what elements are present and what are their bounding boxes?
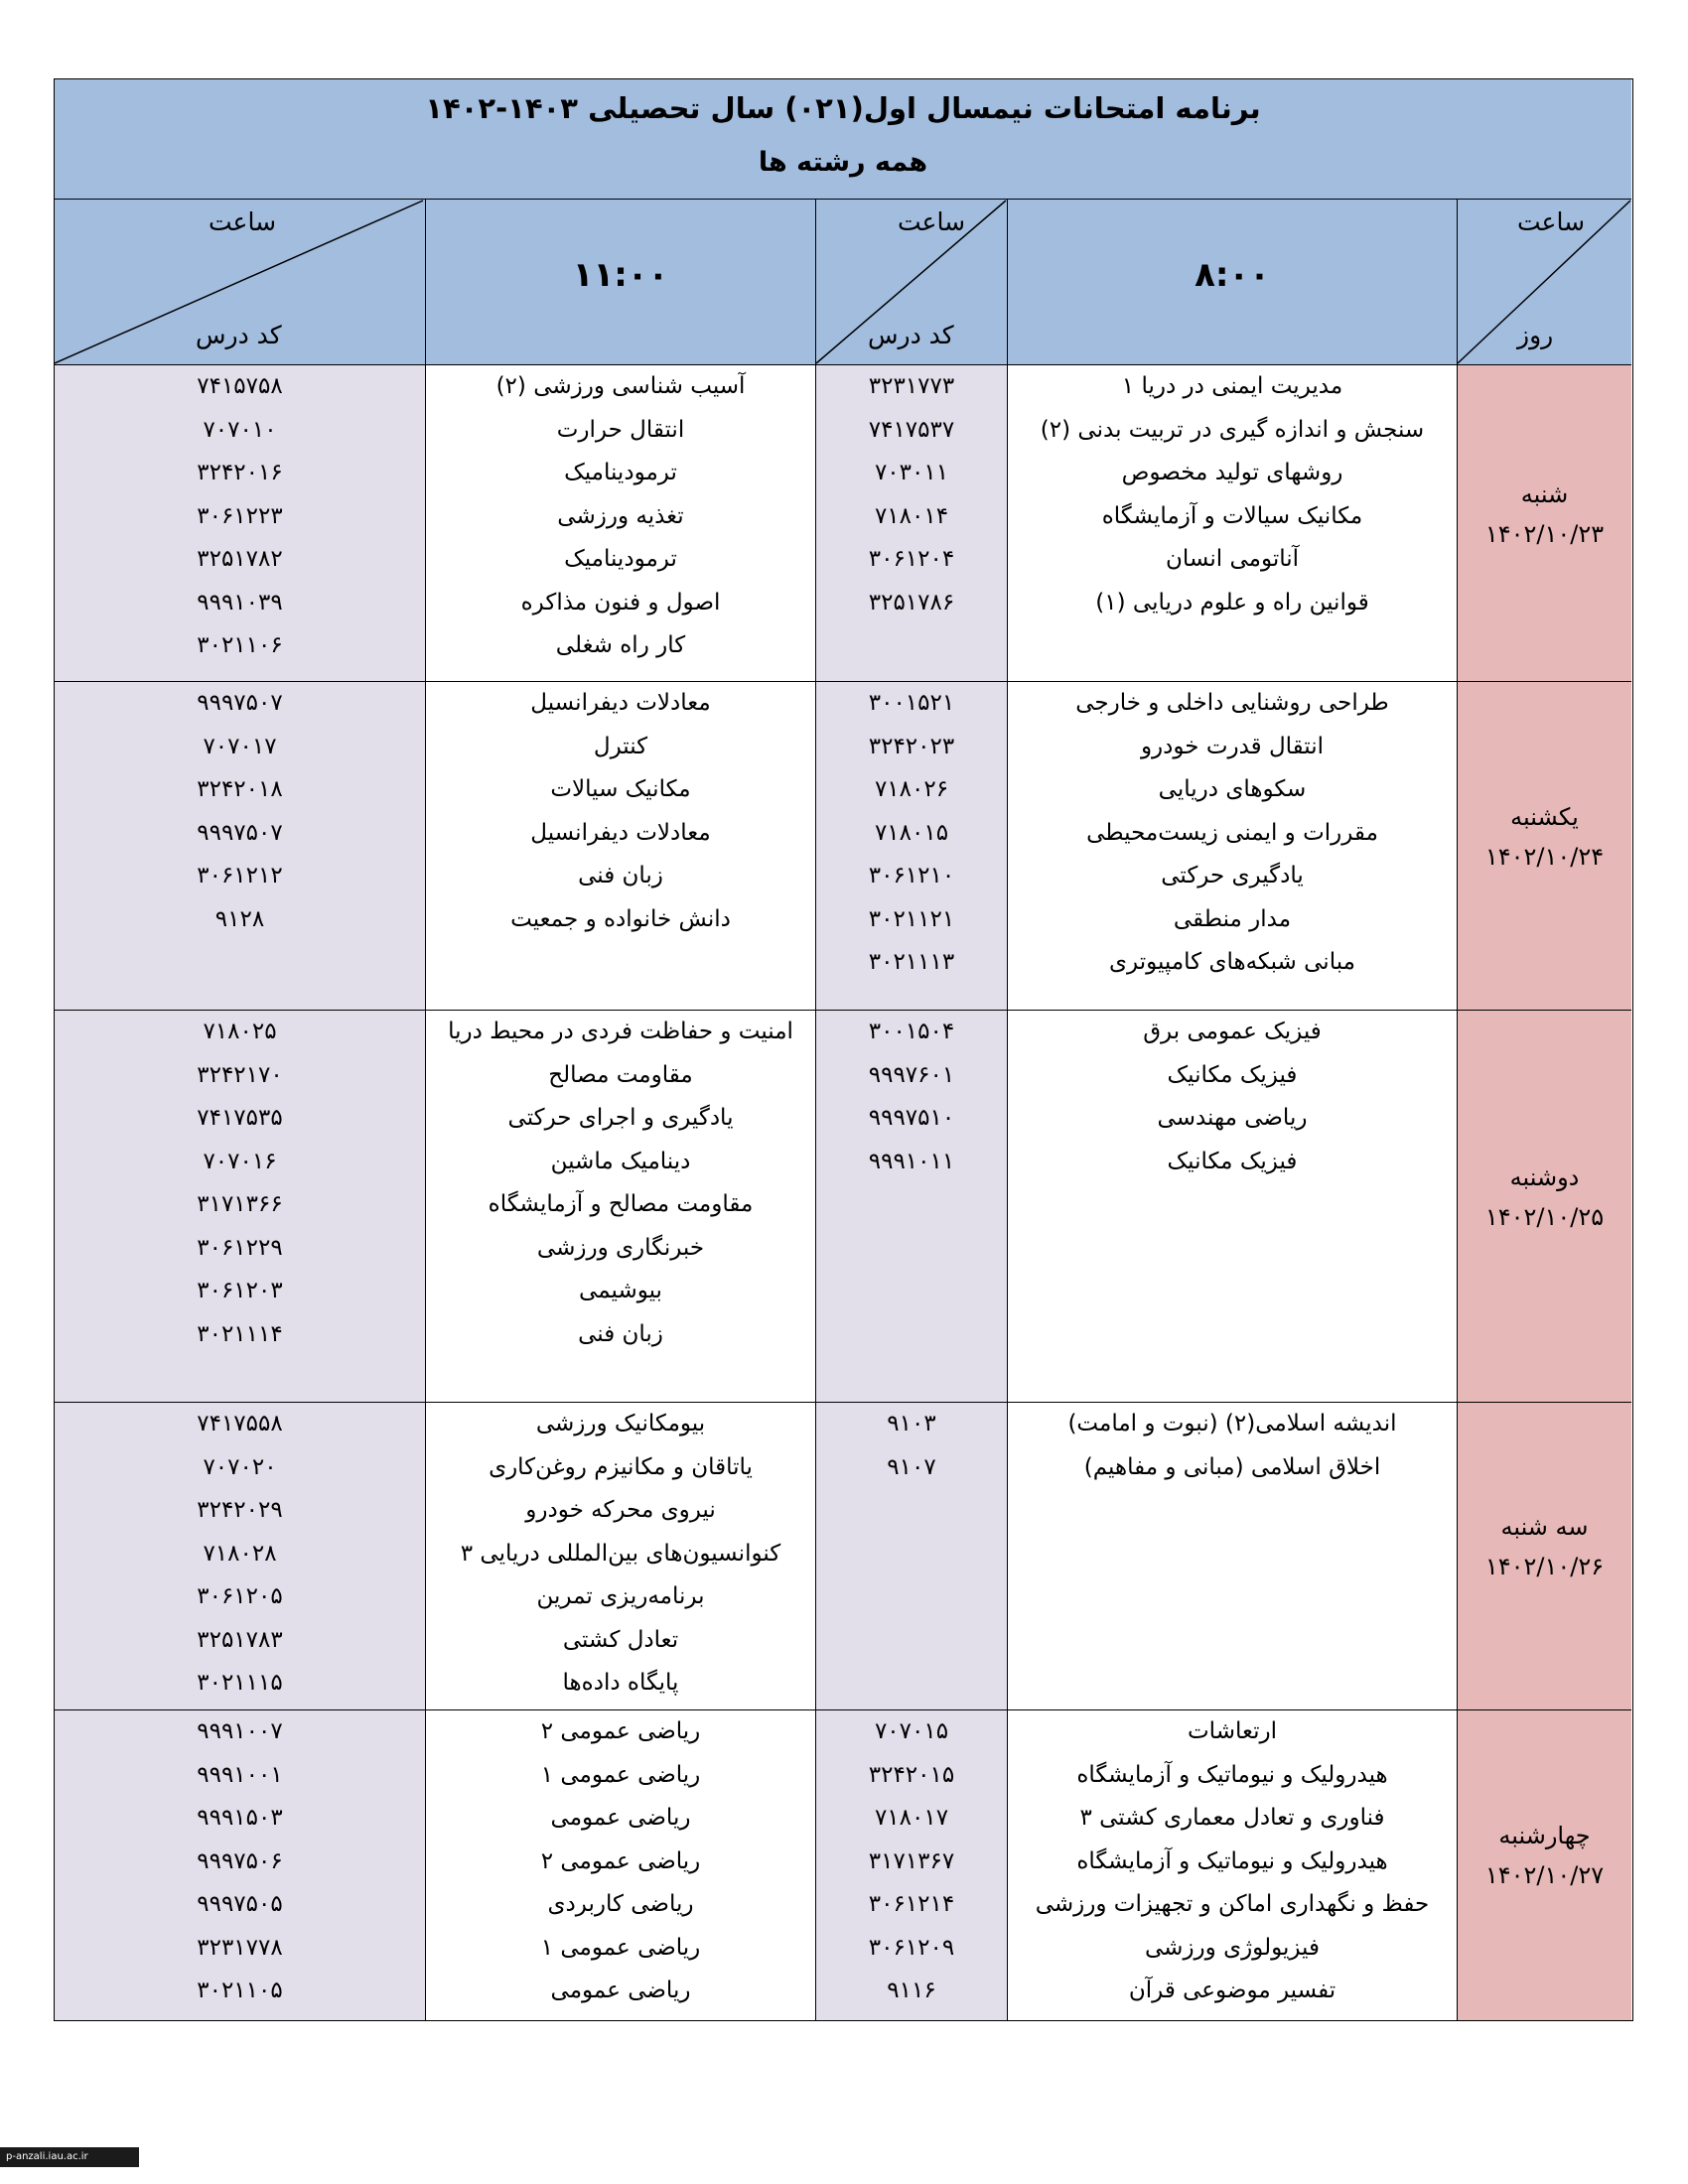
course-code: ۷۰۷۰۱۶	[203, 1148, 277, 1174]
course-title: فناوری و تعادل معماری کشتی ۳	[1079, 1805, 1385, 1831]
header-code-8	[815, 200, 1007, 365]
course-title: طراحی روشنایی داخلی و خارجی	[1075, 690, 1389, 716]
course-title: دانش خانواده و جمعیت	[510, 905, 731, 932]
course-code: ۷۰۳۰۱۱	[874, 460, 949, 485]
course-code: ۹۹۹۷۵۱۰	[868, 1105, 955, 1131]
course-title: فیزیولوژی ورزشی	[1145, 1934, 1320, 1961]
course-code: ۳۰۶۱۲۲۳	[197, 502, 283, 529]
course-title: سنجش و اندازه گیری در تربیت بدنی (۲)	[1040, 416, 1425, 443]
course-title: مکانیک سیالات	[550, 776, 691, 802]
course-code: ۹۱۰۷	[887, 1453, 936, 1480]
code-8-cell	[815, 1403, 1007, 1710]
course-code: ۳۰۶۱۲۱۲	[197, 863, 283, 888]
day-cell	[1457, 1011, 1631, 1403]
course-title: ریاضی عمومی	[550, 1978, 691, 2003]
course-title: هیدرولیک و نیوماتیک و آزمایشگاه	[1076, 1847, 1388, 1874]
course-title: تغذیه ورزشی	[557, 502, 684, 529]
course-title: تفسیر موضوعی قرآن	[1128, 1978, 1336, 2003]
course-title: ریاضی عمومی ۲	[540, 1718, 701, 1744]
course-title: مدیریت ایمنی در دریا ۱	[1121, 373, 1343, 399]
course-code: ۷۱۸۰۱۴	[874, 502, 949, 529]
course-code: ۳۱۷۱۳۶۷	[868, 1847, 955, 1874]
course-code: ۳۲۳۱۷۷۳	[868, 373, 955, 399]
header-code-11-code-label: کد درس	[196, 321, 282, 349]
course-code: ۳۰۲۱۱۱۵	[197, 1670, 283, 1696]
course-code: ۹۹۹۱۰۰۱	[197, 1761, 283, 1788]
course-code: ۷۰۷۰۱۰	[203, 416, 277, 443]
course-code: ۳۲۴۲۰۱۸	[197, 776, 283, 802]
course-title: آناتومی انسان	[1165, 546, 1300, 572]
course-title: مکانیک سیالات و آزمایشگاه	[1101, 502, 1363, 529]
course-title: پایگاه داده‌ها	[562, 1670, 679, 1696]
course-code: ۷۴۱۷۵۳۵	[197, 1105, 283, 1131]
header-day-hour-label: ساعت	[1517, 207, 1586, 236]
course-title: انتقال قدرت خودرو	[1140, 733, 1325, 759]
code-11-cell	[55, 1011, 425, 1403]
course-code: ۷۱۸۰۲۶	[874, 776, 949, 802]
course-code: ۳۰۶۱۲۱۰	[868, 863, 955, 888]
course-title: معادلات دیفرانسیل	[530, 819, 711, 846]
course-code: ۳۲۴۲۰۱۶	[197, 460, 283, 485]
course-title: مقاومت مصالح و آزمایشگاه	[488, 1191, 754, 1217]
course-title: دینامیک ماشین	[550, 1148, 691, 1174]
course-title: ترمودینامیک	[564, 460, 677, 485]
day-name: شنبه	[1520, 479, 1569, 508]
course-title: ریاضی عمومی ۱	[540, 1761, 701, 1788]
course-title: یادگیری و اجرای حرکتی	[507, 1105, 734, 1131]
header-code-11-hour-label: ساعت	[209, 207, 277, 236]
course-code: ۹۹۹۱۰۳۹	[197, 589, 283, 615]
course-title: کنوانسیون‌های بین‌المللی دریایی ۳	[460, 1540, 781, 1567]
course-title: زبان فنی	[578, 863, 663, 888]
course-code: ۳۲۵۱۷۸۶	[868, 589, 955, 615]
code-8-cell	[815, 1011, 1007, 1403]
course-title: نیروی محرکه خودرو	[525, 1497, 716, 1523]
day-name: دوشنبه	[1509, 1162, 1580, 1191]
subject-8-cell	[1007, 1710, 1457, 2020]
day-cell	[1457, 365, 1631, 682]
course-code: ۷۰۷۰۱۷	[203, 733, 277, 759]
day-date: ۱۴۰۲/۱۰/۲۴	[1484, 842, 1605, 871]
day-date: ۱۴۰۲/۱۰/۲۷	[1484, 1861, 1605, 1889]
day-date: ۱۴۰۲/۱۰/۲۵	[1484, 1202, 1605, 1231]
course-title: روشهای تولید مخصوص	[1121, 460, 1343, 485]
subject-11-cell	[425, 365, 815, 682]
header-code-8-code-label: کد درس	[868, 321, 954, 349]
schedule-subtitle: همه رشته ها	[758, 147, 928, 178]
time-8-label: ۸:۰۰	[1195, 255, 1270, 295]
course-code: ۳۰۰۱۵۰۴	[868, 1019, 955, 1044]
code-8-cell	[815, 1710, 1007, 2020]
day-name: چهارشنبه	[1498, 1822, 1591, 1849]
course-title: تعادل کشتی	[562, 1626, 679, 1653]
course-title: قوانین راه و علوم دریایی (۱)	[1095, 589, 1369, 615]
course-code: ۷۱۸۰۱۵	[874, 819, 949, 846]
exam-schedule-table	[54, 78, 1633, 2021]
course-code: ۷۱۸۰۲۵	[203, 1019, 277, 1044]
subject-8-cell	[1007, 1403, 1457, 1710]
footer-url: p-anzali.iau.ac.ir	[0, 2147, 139, 2167]
subject-8-cell	[1007, 682, 1457, 1011]
course-code: ۳۰۲۱۱۰۵	[197, 1978, 283, 2003]
code-11-cell	[55, 1710, 425, 2020]
course-title: معادلات دیفرانسیل	[530, 690, 711, 716]
course-code: ۷۴۱۷۵۵۸	[197, 1411, 283, 1436]
course-code: ۳۲۵۱۷۸۲	[197, 546, 283, 572]
course-title: بیوشیمی	[579, 1278, 662, 1303]
course-title: اندیشه اسلامی(۲) (نبوت و امامت)	[1067, 1411, 1397, 1436]
subject-11-cell	[425, 1710, 815, 2020]
course-code: ۳۰۶۱۲۰۹	[868, 1934, 955, 1961]
day-cell	[1457, 1403, 1631, 1710]
course-code: ۳۲۴۲۰۱۵	[868, 1761, 955, 1788]
course-title: هیدرولیک و نیوماتیک و آزمایشگاه	[1076, 1761, 1388, 1788]
code-11-cell	[55, 365, 425, 682]
course-title: مقررات و ایمنی زیست‌محیطی	[1086, 819, 1378, 846]
subject-8-cell	[1007, 1011, 1457, 1403]
course-code: ۳۰۶۱۲۱۴	[868, 1891, 955, 1917]
course-code: ۳۰۶۱۲۰۵	[197, 1583, 283, 1609]
course-title: ریاضی عمومی ۲	[540, 1847, 701, 1874]
course-title: فیزیک عمومی برق	[1143, 1019, 1322, 1044]
course-code: ۹۹۹۷۶۰۱	[868, 1061, 955, 1088]
day-cell	[1457, 1710, 1631, 2020]
course-title: ریاضی عمومی ۱	[540, 1934, 701, 1961]
day-date: ۱۴۰۲/۱۰/۲۳	[1484, 519, 1605, 548]
course-code: ۷۰۷۰۲۰	[203, 1453, 277, 1480]
course-code: ۷۰۷۰۱۵	[874, 1718, 949, 1744]
course-title: ریاضی عمومی	[550, 1805, 691, 1831]
course-code: ۳۰۶۱۲۲۹	[197, 1234, 283, 1261]
course-code: ۳۲۴۲۱۷۰	[197, 1061, 283, 1088]
course-code: ۳۰۲۱۱۲۱	[868, 905, 955, 932]
course-title: برنامه‌ریزی تمرین	[536, 1583, 705, 1609]
course-title: مقاومت مصالح	[548, 1061, 693, 1088]
course-title: آسیب شناسی ورزشی (۲)	[495, 373, 746, 399]
header-day	[1457, 200, 1631, 365]
course-code: ۳۲۵۱۷۸۳	[197, 1626, 283, 1653]
course-code: ۷۴۱۷۵۳۷	[868, 416, 955, 443]
course-code: ۷۴۱۵۷۵۸	[197, 373, 283, 399]
course-code: ۳۲۴۲۰۲۳	[868, 733, 955, 759]
code-11-cell	[55, 1403, 425, 1710]
course-title: ریاضی مهندسی	[1157, 1105, 1308, 1131]
course-code: ۳۱۷۱۳۶۶	[197, 1191, 283, 1217]
code-8-cell	[815, 365, 1007, 682]
course-title: اخلاق اسلامی (مبانی و مفاهیم)	[1083, 1453, 1381, 1480]
code-11-cell	[55, 682, 425, 1011]
header-day-label: روز	[1517, 321, 1554, 349]
course-title: ارتعاشات	[1188, 1718, 1277, 1744]
course-title: حفظ و نگهداری اماکن و تجهیزات ورزشی	[1035, 1891, 1430, 1917]
day-name: یکشنبه	[1510, 802, 1579, 831]
course-code: ۹۹۹۷۵۰۷	[197, 819, 283, 846]
course-code: ۳۰۰۱۵۲۱	[868, 690, 955, 716]
course-code: ۹۹۹۷۵۰۷	[197, 690, 283, 716]
course-code: ۹۹۹۱۵۰۳	[197, 1805, 283, 1831]
course-title: اصول و فنون مذاکره	[520, 589, 721, 615]
day-date: ۱۴۰۲/۱۰/۲۶	[1484, 1553, 1605, 1580]
course-title: فیزیک مکانیک	[1167, 1061, 1298, 1088]
header-code-11	[55, 200, 425, 365]
course-code: ۳۰۶۱۲۰۴	[868, 546, 955, 572]
course-title: فیزیک مکانیک	[1167, 1148, 1298, 1174]
course-title: زبان فنی	[578, 1320, 663, 1347]
course-code: ۷۱۸۰۱۷	[874, 1805, 949, 1831]
course-code: ۹۱۲۸	[214, 905, 265, 932]
header-code-8-hour-label: ساعت	[898, 207, 966, 236]
course-code: ۹۹۹۱۰۰۷	[197, 1718, 283, 1744]
subject-11-cell	[425, 1011, 815, 1403]
course-title: ترمودینامیک	[564, 546, 677, 572]
course-code: ۳۰۶۱۲۰۳	[197, 1278, 283, 1303]
schedule-title: برنامه امتحانات نیمسال اول(۰۲۱) سال تحصیلی ۱۴۰۳-۱۴۰۲	[425, 91, 1261, 125]
subject-11-cell	[425, 682, 815, 1011]
course-title: مدار منطقی	[1173, 905, 1292, 932]
course-title: یاتاقان و مکانیزم روغن‌کاری	[489, 1453, 753, 1480]
day-cell	[1457, 682, 1631, 1011]
course-code: ۳۰۲۱۱۱۴	[197, 1320, 283, 1347]
course-code: ۳۰۲۱۱۱۳	[868, 949, 955, 975]
course-title: بیومکانیک ورزشی	[535, 1411, 706, 1436]
table-header	[55, 79, 1631, 200]
course-title: کار راه شغلی	[555, 632, 686, 658]
header-time-11	[425, 200, 815, 365]
course-code: ۳۲۳۱۷۷۸	[197, 1934, 283, 1961]
course-title: انتقال حرارت	[556, 416, 685, 443]
course-title: یادگیری حرکتی	[1161, 863, 1304, 888]
course-code: ۹۹۹۱۰۱۱	[868, 1148, 955, 1174]
subject-11-cell	[425, 1403, 815, 1710]
code-8-cell	[815, 682, 1007, 1011]
header-time-8	[1007, 200, 1457, 365]
course-title: خبرنگاری ورزشی	[536, 1234, 705, 1261]
course-code: ۳۰۲۱۱۰۶	[197, 632, 283, 658]
course-title: ریاضی کاربردی	[547, 1891, 694, 1917]
course-title: کنترل	[593, 733, 648, 759]
course-title: مبانی شبکه‌های کامپیوتری	[1109, 949, 1355, 975]
subject-8-cell	[1007, 365, 1457, 682]
course-code: ۹۹۹۷۵۰۵	[197, 1891, 283, 1917]
course-code: ۹۱۰۳	[887, 1411, 936, 1436]
day-name: سه شنبه	[1500, 1513, 1589, 1541]
course-title: امنیت و حفاظت فردی در محیط دریا	[448, 1019, 793, 1044]
course-code: ۷۱۸۰۲۸	[203, 1540, 277, 1567]
course-code: ۹۱۱۶	[887, 1978, 936, 2003]
course-code: ۳۲۴۲۰۲۹	[197, 1497, 283, 1523]
course-title: سکوهای دریایی	[1158, 776, 1307, 802]
course-code: ۹۹۹۷۵۰۶	[197, 1847, 283, 1874]
time-11-label: ۱۱:۰۰	[572, 255, 669, 295]
